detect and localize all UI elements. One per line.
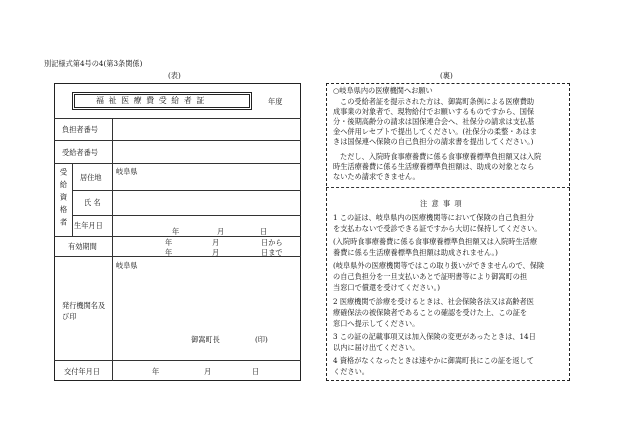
note-line-1: を支払わないで受診できる証ですから大切に保持してください。 [333, 224, 542, 233]
validity-to-suffix: 日まで [261, 248, 283, 257]
dob-year: 年 [172, 227, 180, 236]
note-line-9: 窓口へ提示してください。 [333, 319, 420, 328]
dob-label: 生年月日 [74, 221, 103, 230]
notice-line-1: 成事業の対象者で、現物給付でお願いするものですから、国保 [333, 107, 535, 116]
issue-year: 年 [152, 367, 160, 376]
address-value: 岐阜県 [116, 167, 138, 176]
note-line-2: (入院時食事療養費に係る食事療養標準負担額又は入院時生活療 [333, 237, 538, 246]
fiscal-year: 年度 [268, 97, 283, 106]
note-line-11: 以内に届け出てください。 [333, 343, 420, 352]
issuer-label-text: 発行機関名及び印 [62, 301, 106, 321]
burden-no-label: 負担者番号 [62, 125, 98, 134]
validity-from-suffix: 日から [261, 238, 283, 247]
notice-divider [326, 187, 570, 188]
recipient-no-label: 受給者番号 [62, 148, 98, 157]
validity-to-month: 月 [212, 248, 220, 257]
validity-label: 有効期間 [68, 242, 97, 251]
issuer-pref: 岐阜県 [116, 261, 138, 270]
note-line-8: 療確保法の被保険者であることの確認を受けた上、この証を [333, 308, 528, 317]
note-line-7: 2 医療機関で診療を受けるときは、社会保険各法又は高齢者医 [333, 297, 534, 306]
form-id: 別記様式第4号の4(第3条関係) [44, 59, 143, 68]
note-line-13: ください。 [333, 367, 369, 376]
issuer-town: 御嵩町長 [191, 335, 220, 344]
address-label: 居住地 [80, 173, 102, 182]
issuer-label [62, 300, 108, 322]
note-line-12: 4 資格がなくなったときは速やかに御嵩町長にこの証を返して [333, 356, 534, 365]
note-line-5: の自己負担分を一旦支払いあとで証明書等により御嵩町の担 [333, 272, 528, 281]
notice-line-6: 時生活療養費に係る生活療養標準負担額は、助成の対象となら [333, 162, 535, 171]
note-line-6: 当窓口で償還を受けてください。) [333, 283, 441, 292]
issue-day: 日 [252, 367, 260, 376]
notice-line-3: 金へ併用レセプトで提出してください。(社保分の柔整・あはま [333, 127, 538, 136]
note-line-0: 1 この証は、岐阜県内の医療機関等において保険の自己負担分 [333, 213, 534, 222]
notice-heading: ○岐阜県内の医療機関へお願い [333, 86, 433, 95]
validity-from-year: 年 [165, 238, 173, 247]
validity-from-month: 月 [212, 238, 220, 247]
notice-line-2: 分・後期高齢分の請求は国保連合会へ、社保分の請求は支払基 [333, 117, 535, 126]
notice-line-5: ただし、入院時食事療養費に係る食事療養標準負担額又は入院 [340, 152, 542, 161]
dob-month: 月 [217, 227, 225, 236]
notice-line-7: ないため請求できません。 [333, 172, 420, 181]
notes-heading: 注 意 事 項 [420, 199, 463, 208]
front-label: (表) [168, 71, 181, 80]
note-line-4: (岐阜県外の医療機関等ではこの取り扱いができませんので、保険 [333, 261, 545, 270]
notice-line-4: きは国保連へ保険の自己負担分の請求書を提出してください。) [333, 137, 534, 146]
note-line-10: 3 この証の記載事項又は加入保険の変更があったときは、14日 [333, 332, 536, 341]
qualified-person-text: 受給資格者 [59, 168, 68, 231]
seal-mark: (印) [255, 335, 268, 344]
validity-to-year: 年 [165, 248, 173, 257]
qualified-person-label [58, 168, 68, 234]
name-label: 氏 名 [84, 198, 101, 207]
issue-month: 月 [204, 367, 212, 376]
back-label: (裏) [440, 71, 453, 80]
issue-date-label: 交付年月日 [64, 367, 100, 376]
note-line-3: 養費に係る生活療養標準負担額は助成されません。) [333, 248, 498, 257]
dob-day: 日 [260, 227, 268, 236]
form-title: 福 祉 医 療 費 受 給 者 証 [96, 96, 206, 105]
notice-line-0: この受給者証を提示された方は、御嵩町条例による医療費助 [340, 97, 535, 106]
